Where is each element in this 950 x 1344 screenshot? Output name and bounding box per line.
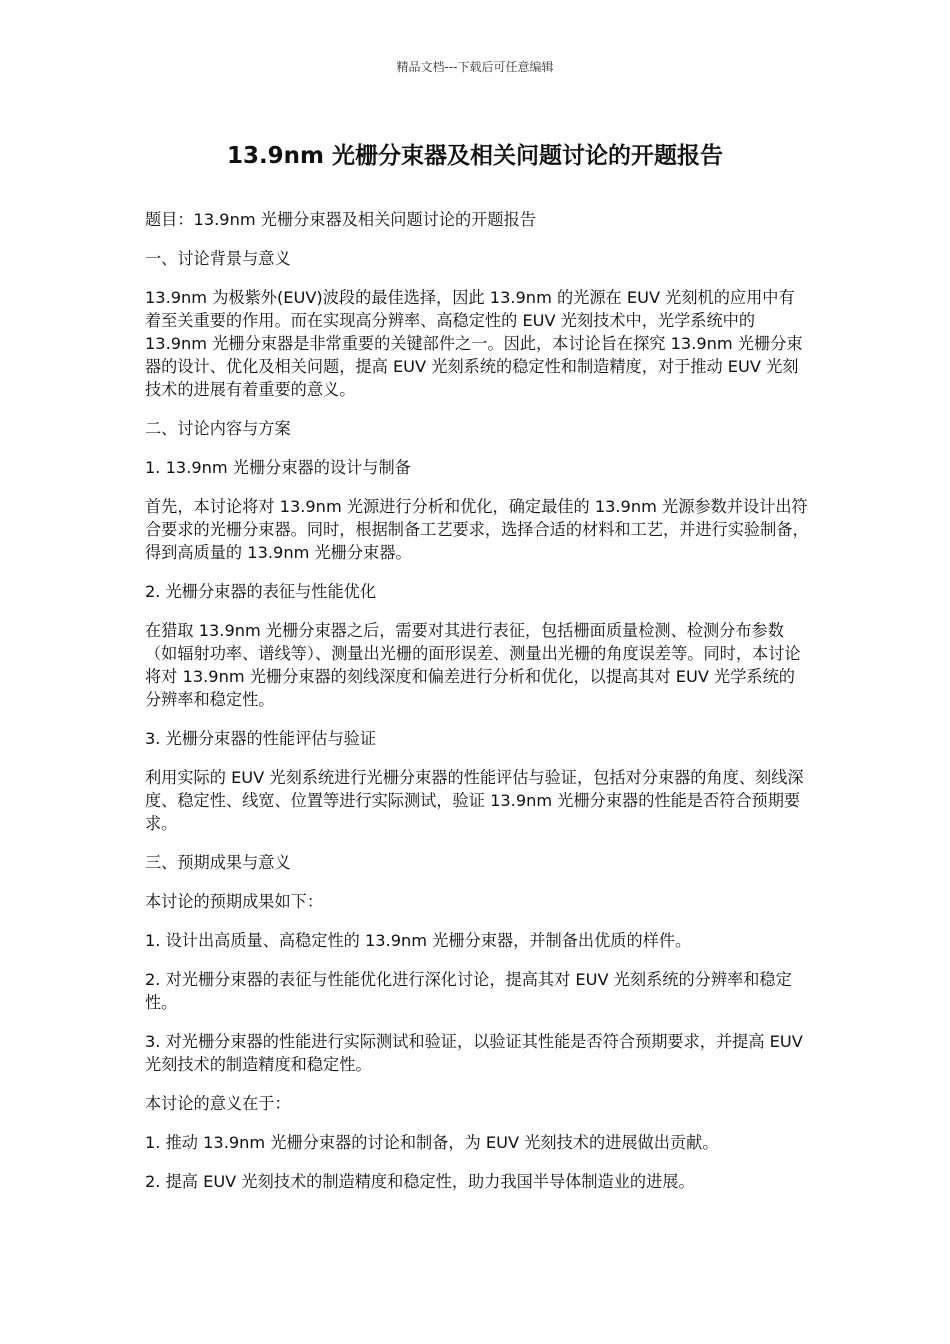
subheading-characterization: 2. 光栅分束器的表征与性能优化 — [145, 582, 377, 601]
page-header: 精品文档---下载后可任意编辑 — [396, 60, 554, 74]
paragraph-results-intro: 本讨论的预期成果如下： — [145, 892, 324, 911]
section-heading-results: 三、预期成果与意义 — [145, 853, 291, 872]
paragraph-significance-intro: 本讨论的意义在于： — [145, 1094, 291, 1113]
paragraph-evaluation: 利用实际的 EUV 光刻系统进行光栅分束器的性能评估与验证，包括对分束器的角度、刻线深度、稳定性、线宽、位置等进行实际测试，验证 13.9nm 光栅分束器的性能是否符合预期要求。 — [145, 768, 804, 833]
subject-line: 题目：13.9nm 光栅分束器及相关问题讨论的开题报告 — [145, 210, 536, 229]
list-item-result-2: 2. 对光栅分束器的表征与性能优化进行深化讨论，提高其对 EUV 光刻系统的分辨率和稳定性。 — [145, 970, 792, 1012]
list-item-significance-2: 2. 提高 EUV 光刻技术的制造精度和稳定性，助力我国半导体制造业的进展。 — [145, 1172, 695, 1191]
subheading-design: 1. 13.9nm 光栅分束器的设计与制备 — [145, 458, 411, 477]
list-item-significance-1: 1. 推动 13.9nm 光栅分束器的讨论和制备，为 EUV 光刻技术的进展做出贡献。 — [145, 1133, 719, 1152]
section-heading-content: 二、讨论内容与方案 — [145, 419, 291, 438]
paragraph-background: 13.9nm 为极紫外(EUV)波段的最佳选择，因此 13.9nm 的光源在 EUV 光刻机的应用中有着至关重要的作用。而在实现高分辨率、高稳定性的 EUV 光刻技术中，光学系统中的 13.9nm 光栅分束器是非常重要的关键部件之一。因此，本讨论旨在探究 13.9nm 光栅分束器的设计、优化及相关问题，提高 EUV 光刻系统的稳定性和制造精度，对于推动 EUV 光刻技术的进展有着重要的意义。 — [145, 288, 803, 399]
paragraph-characterization: 在猎取 13.9nm 光栅分束器之后，需要对其进行表征，包括栅面质量检测、检测分布参数（如辐射功率、谱线等）、测量出光栅的面形误差、测量出光栅的角度误差等。同时，本讨论将对 13.9nm 光栅分束器的刻线深度和偏差进行分析和优化，以提高其对 EUV 光学系统的分辨率和稳定性。 — [145, 621, 801, 709]
document-title: 13.9nm 光栅分束器及相关问题讨论的开题报告 — [226, 143, 724, 169]
paragraph-design: 首先，本讨论将对 13.9nm 光源进行分析和优化，确定最佳的 13.9nm 光源参数并设计出符合要求的光栅分束器。同时，根据制备工艺要求，选择合适的材料和工艺，并进行实验制备，得到高质量的 13.9nm 光栅分束器。 — [145, 497, 809, 562]
section-heading-background: 一、讨论背景与意义 — [145, 249, 291, 268]
subheading-evaluation: 3. 光栅分束器的性能评估与验证 — [145, 729, 377, 748]
list-item-result-1: 1. 设计出高质量、高稳定性的 13.9nm 光栅分束器，并制备出优质的样件。 — [145, 931, 692, 950]
list-item-result-3: 3. 对光栅分束器的性能进行实际测试和验证，以验证其性能是否符合预期要求，并提高 EUV 光刻技术的制造精度和稳定性。 — [145, 1032, 803, 1074]
document-body — [145, 208, 810, 1209]
